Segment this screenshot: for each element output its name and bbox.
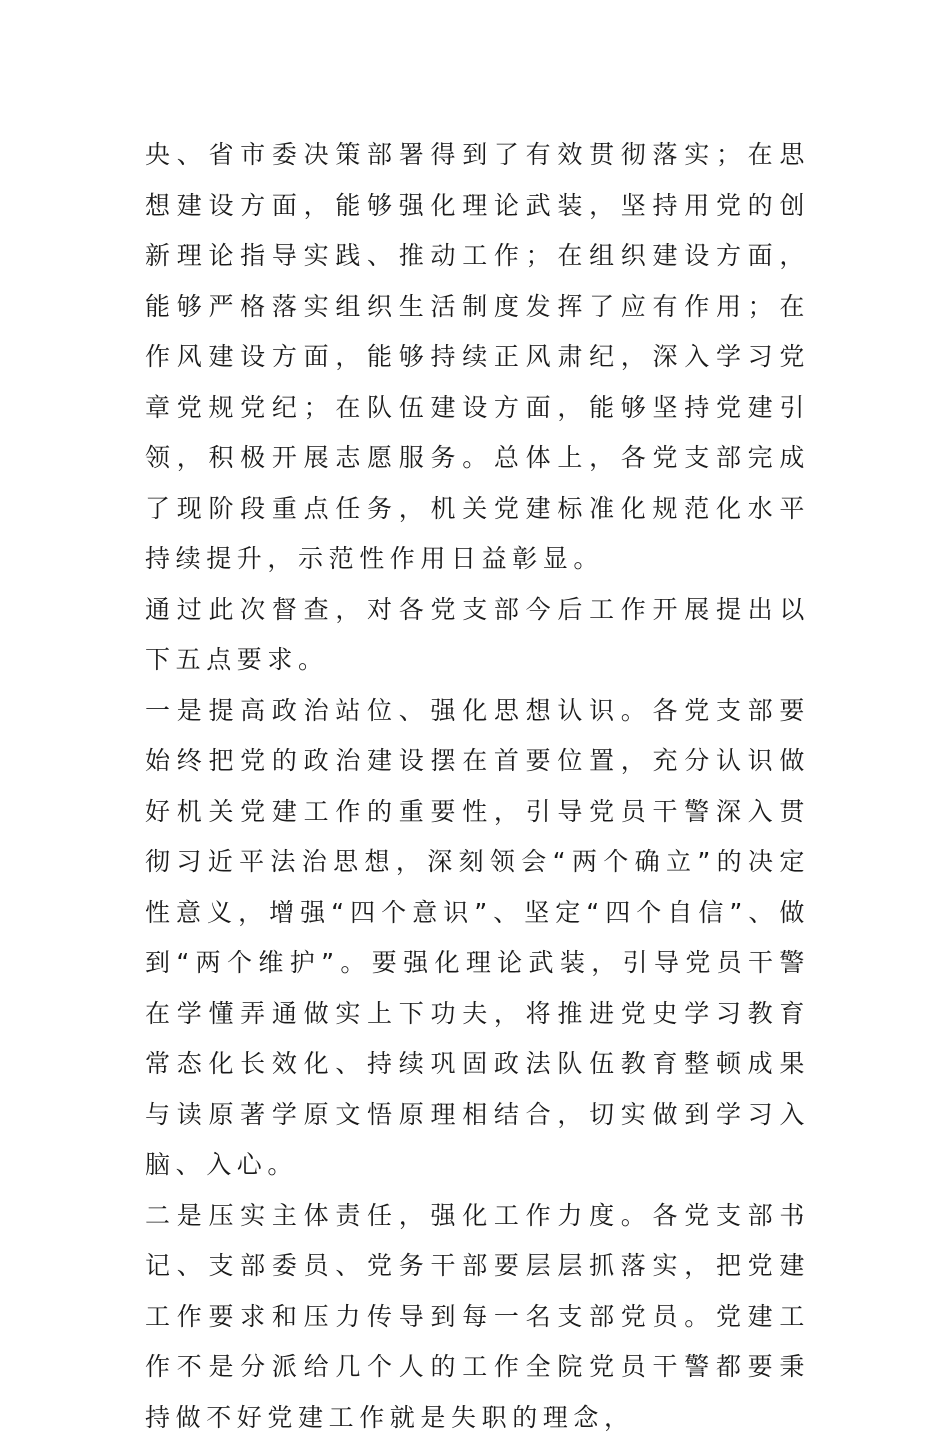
paragraph-summary: 央、省市委决策部署得到了有效贯彻落实；在思想建设方面，能够强化理论武装，坚持用党的创新理论指导实践、推动工作；在组织建设方面，能够严格落实组织生活制度发挥了应有作用；在作风建设方面，能够持续正风肃纪，深入学习党章党规党纪；在队伍建设方面，能够坚持党建引领，积极开展志愿服务。总体上，各党支部完成了现阶段重点任务，机关党建标准化规范化水平持续提升，示范性作用日益彰显。: [145, 130, 810, 585]
paragraph-requirements-intro: 通过此次督查，对各党支部今后工作开展提出以下五点要求。: [145, 585, 810, 686]
paragraph-requirement-two: 二是压实主体责任，强化工作力度。各党支部书记、支部委员、党务干部要层层抓落实，把党建工作要求和压力传导到每一名支部党员。党建工作不是分派给几个人的工作全院党员干警都要秉持做不好党建工作就是失职的理念，: [145, 1191, 810, 1443]
document-body: [145, 130, 810, 1443]
paragraph-requirement-one: 一是提高政治站位、强化思想认识。各党支部要始终把党的政治建设摆在首要位置，充分认识做好机关党建工作的重要性，引导党员干警深入贯彻习近平法治思想，深刻领会“两个确立”的决定性意义，增强“四个意识”、坚定“四个自信”、做到“两个维护”。要强化理论武装，引导党员干警在学懂弄通做实上下功夫，将推进党史学习教育常态化长效化、持续巩固政法队伍教育整顿成果与读原著学原文悟原理相结合，切实做到学习入脑、入心。: [145, 686, 810, 1191]
